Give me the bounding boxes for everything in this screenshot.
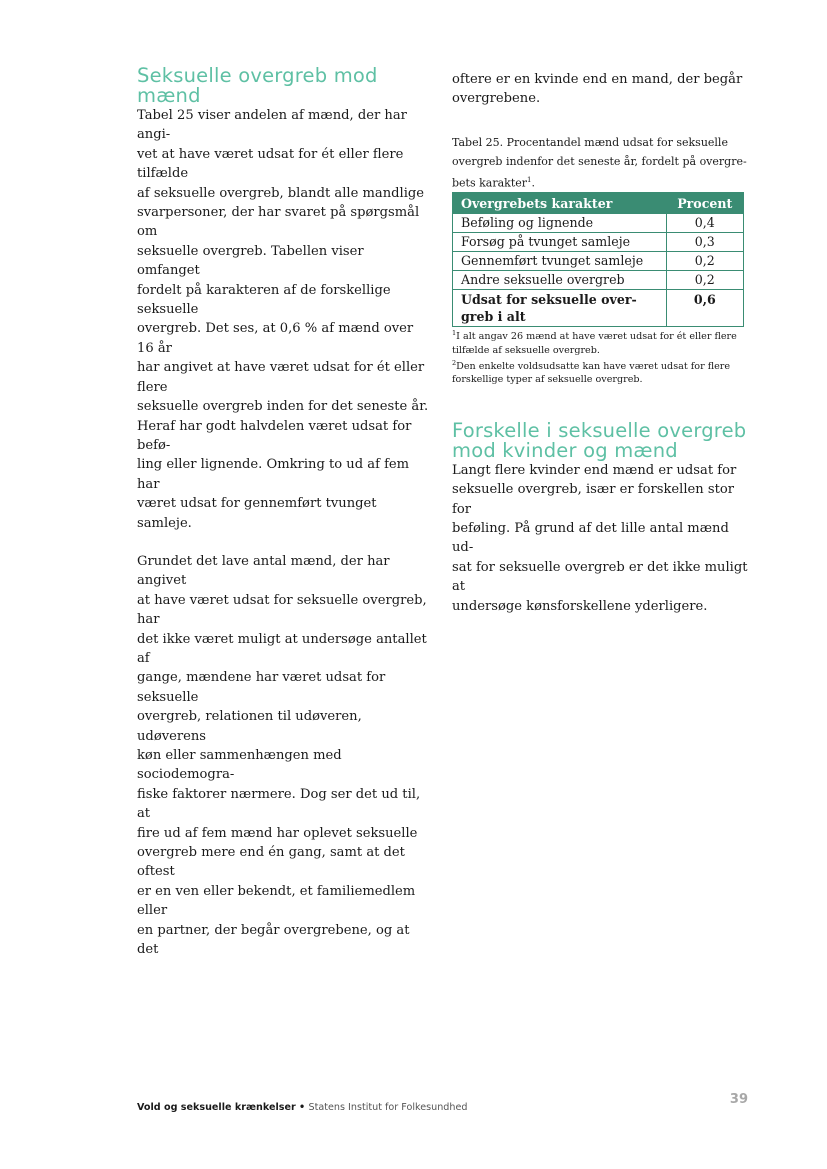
table-caption-footnote-ref: 1 (527, 175, 532, 184)
differences-paragraph: Langt flere kvinder end mænd er udsat for seksuelle overgreb, især er forskellen stor for beføling. På grund af det lille antal mænd ud- sat for seksuelle overgreb er det ikke muligt at undersøge kønsforskellene yderligere. (452, 462, 748, 614)
column-header-percent: Procent (666, 193, 743, 214)
section-heading-men: Seksuelle overgreb mod mænd (137, 64, 378, 107)
table-cell-percent: 0,2 (666, 252, 743, 271)
table-row (453, 233, 744, 252)
footer-institute: Statens Institut for Folkesundhed (308, 1102, 468, 1113)
table-cell-type: Beføling og lignende (453, 214, 667, 233)
table-total-row (453, 290, 744, 327)
table-total-percent: 0,6 (666, 290, 743, 327)
table-caption-text: Tabel 25. Procentandel mænd udsat for seksuelle overgreb indenfor det seneste år, fordelt på overgre- bets karakter (452, 135, 747, 190)
right-column (452, 70, 748, 616)
table-row (453, 271, 744, 290)
column-header-type: Overgrebets karakter (453, 193, 667, 214)
table-row (453, 252, 744, 271)
table-cell-type: Andre seksuelle overgreb (453, 271, 667, 290)
table-cell-percent: 0,3 (666, 233, 743, 252)
page-footer (137, 1092, 748, 1114)
table-cell-type: Forsøg på tvunget samleje (453, 233, 667, 252)
table-row (453, 214, 744, 233)
left-column (137, 66, 429, 959)
footnote-2 (452, 357, 748, 386)
footnote-1-marker: 1 (452, 329, 457, 338)
continuation-paragraph: oftere er en kvinde end en mand, der begår overgrebene. (452, 72, 743, 107)
table-cell-type: Gennemført tvunget samleje (453, 252, 667, 271)
table-total-label: Udsat for seksuelle over- greb i alt (453, 290, 667, 327)
body-paragraph-1: Tabel 25 viser andelen af mænd, der har angi- vet at have været udsat for ét eller flere tilfælde af seksuelle overgreb, blandt alle mandlige svarpersoner, der har svaret på spørgsmål om seksuelle overgreb. Tabellen viser omfanget fordelt på karakteren af de forskellige seksuelle overgreb. Det ses, at 0,6 % af mænd over 16 år har angivet at have været udsat for ét eller flere seksuelle overgreb inden for det seneste år. Heraf har godt halvdelen været udsat for befø- ling eller lignende. Omkring to ud af fem har været udsat for gennemført tvunget samleje. (137, 108, 429, 531)
stats-table (452, 192, 744, 327)
footer-title: Vold og seksuelle krænkelser (137, 1102, 296, 1113)
footnote-2-text: Den enkelte voldsudsatte kan have været udsat for flere forskellige typer af seksuelle overgreb. (452, 360, 731, 385)
table-caption: Tabel 25. Procentandel mænd udsat for seksuelle overgreb indenfor det seneste år, fordelt på overgre- bets karakter$^1$. (452, 135, 747, 190)
footnote-1-text: I alt angav 26 mænd at have været udsat for ét eller flere tilfælde af seksuelle overgreb. (452, 331, 737, 356)
page-number: 39 (729, 1092, 748, 1107)
footer-separator: • (295, 1102, 309, 1113)
table-header-row (453, 193, 744, 214)
footnote-2-marker: 2 (452, 358, 457, 367)
table-cell-percent: 0,4 (666, 214, 743, 233)
table-cell-percent: 0,2 (666, 271, 743, 290)
body-paragraph-2: Grundet det lave antal mænd, der har angivet at have været udsat for seksuelle overgreb, har det ikke været muligt at undersøge antallet af gange, mændene har været udsat for seksuelle overgreb, relationen til udøveren, udøverens køn eller sammenhængen med sociodemogra- fiske faktorer nærmere. Dog ser det ud til, at fire ud af fem mænd har oplevet seksuelle overgreb mere end én gang, samt at det oftest er en ven eller bekendt, et familiemedlem eller en partner, der begår overgrebene, og at det (137, 553, 427, 958)
footer-text (137, 1102, 467, 1113)
section-heading-differences: Forskelle i seksuelle overgreb mod kvinder og mænd (452, 418, 747, 462)
footnote-1 (452, 327, 748, 356)
